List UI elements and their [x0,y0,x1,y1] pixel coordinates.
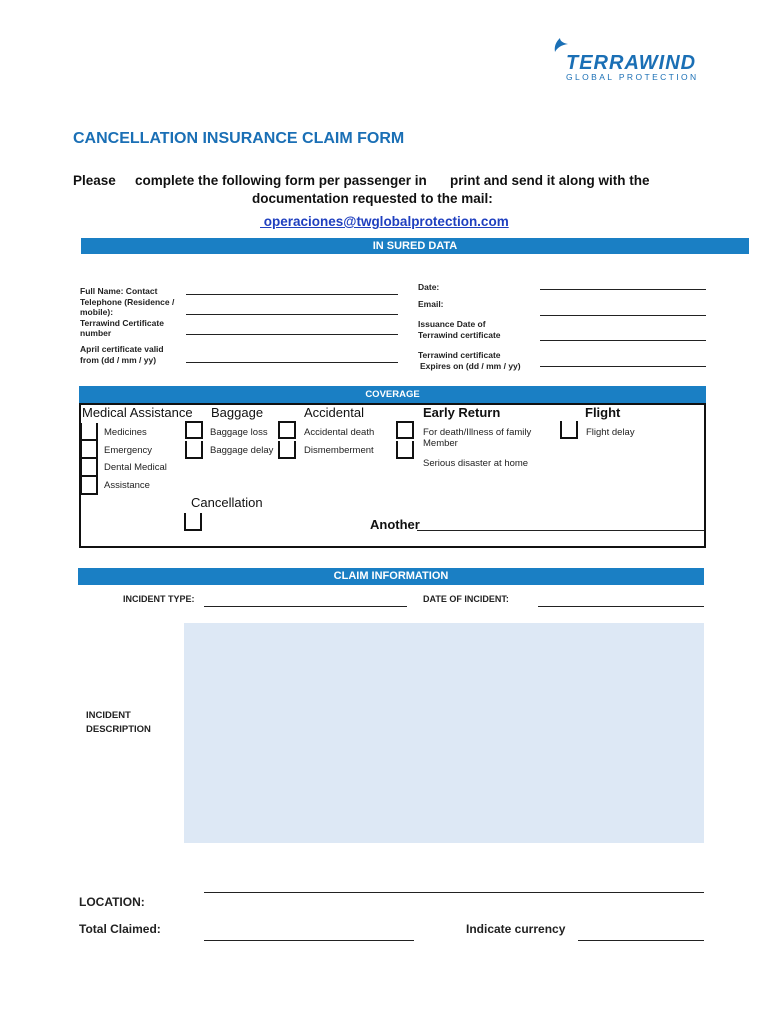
incident-description-textarea[interactable] [184,623,704,843]
expires-label: Terrawind certificate Expires on (dd / mm / yy) [418,350,521,371]
early-return-heading: Early Return [423,405,501,420]
date-of-incident-field[interactable] [538,606,704,607]
insured-data-heading: IN SURED DATA [81,238,749,254]
incident-description-label: INCIDENT DESCRIPTION [86,710,151,735]
intro-line-2: documentation requested to the mail: [252,191,493,206]
serious-disaster-label: Serious disaster at home [423,458,529,469]
intro-text-b: print and send it along with the [450,173,650,188]
another-label: Another [370,517,420,532]
cancellation-heading: Cancellation [191,495,263,510]
flight-heading: Flight [585,405,621,420]
expires-field[interactable] [540,366,706,367]
family-illness-label: For death/Illness of family [423,427,532,438]
accidental-death-checkbox[interactable] [278,421,296,439]
emergency-label: Emergency [104,445,153,456]
form-title: CANCELLATION INSURANCE CLAIM FORM [73,130,405,147]
assistance-checkbox[interactable] [80,477,98,495]
incident-type-field[interactable] [204,606,407,607]
flight-delay-checkbox[interactable] [560,421,578,439]
full-name-field[interactable] [186,294,398,295]
date-of-incident-label: DATE OF INCIDENT: [423,594,509,604]
telephone-field[interactable] [186,314,398,315]
issuance-date-label: Issuance Date of Terrawind certificate [418,319,501,340]
valid-from-field[interactable] [186,362,398,363]
baggage-heading: Baggage [211,405,264,420]
brand-tagline: GLOBAL PROTECTION [566,72,699,82]
coverage-heading: COVERAGE [79,386,706,403]
dismemberment-checkbox[interactable] [278,441,296,459]
family-illness-checkbox[interactable] [396,421,414,439]
indicate-currency-label: Indicate currency [466,922,566,936]
another-field[interactable] [417,530,704,531]
assistance-label: Assistance [104,480,150,491]
email-field[interactable] [540,315,706,316]
baggage-loss-checkbox[interactable] [185,421,203,439]
date-label: Date: [418,282,440,292]
certificate-valid-label: April certificate valid from (dd / mm / yy) [80,344,164,365]
medical-assistance-heading: Medical Assistance [82,405,193,420]
total-claimed-label: Total Claimed: [79,922,161,936]
insured-left-labels: Full Name: Contact Telephone (Residence / mobile): Terrawind Certificate number [80,286,175,338]
claim-information-heading: CLAIM INFORMATION [78,568,704,585]
total-claimed-field[interactable] [204,940,414,941]
flight-delay-label: Flight delay [586,427,635,438]
certificate-number-field[interactable] [186,334,398,335]
serious-disaster-checkbox[interactable] [396,441,414,459]
location-field[interactable] [204,892,704,893]
intro-please: Please [73,173,116,188]
incident-type-label: INCIDENT TYPE: [123,594,195,604]
baggage-delay-label: Baggage delay [210,445,274,456]
accidental-heading: Accidental [304,405,364,420]
dental-checkbox[interactable] [80,459,98,477]
medicines-label: Medicines [104,427,147,438]
baggage-delay-checkbox[interactable] [185,441,203,459]
emergency-checkbox[interactable] [80,441,98,459]
dental-medical-label: Dental Medical [104,462,167,473]
family-member-label: Member [423,438,458,449]
currency-field[interactable] [578,940,704,941]
medicines-checkbox[interactable] [80,423,98,441]
baggage-loss-label: Baggage loss [210,427,268,438]
accidental-death-label: Accidental death [304,427,375,438]
cancellation-checkbox[interactable] [184,513,202,531]
brand-name: TERRAWIND [566,52,697,74]
dismemberment-label: Dismemberment [304,445,374,456]
location-label: LOCATION: [79,895,145,909]
date-field[interactable] [540,289,706,290]
intro-text-a: complete the following form per passenger in [135,173,427,188]
issuance-date-field[interactable] [540,340,706,341]
email-label: Email: [418,299,444,309]
email-link[interactable]: operaciones@twglobalprotection.com [260,214,509,229]
